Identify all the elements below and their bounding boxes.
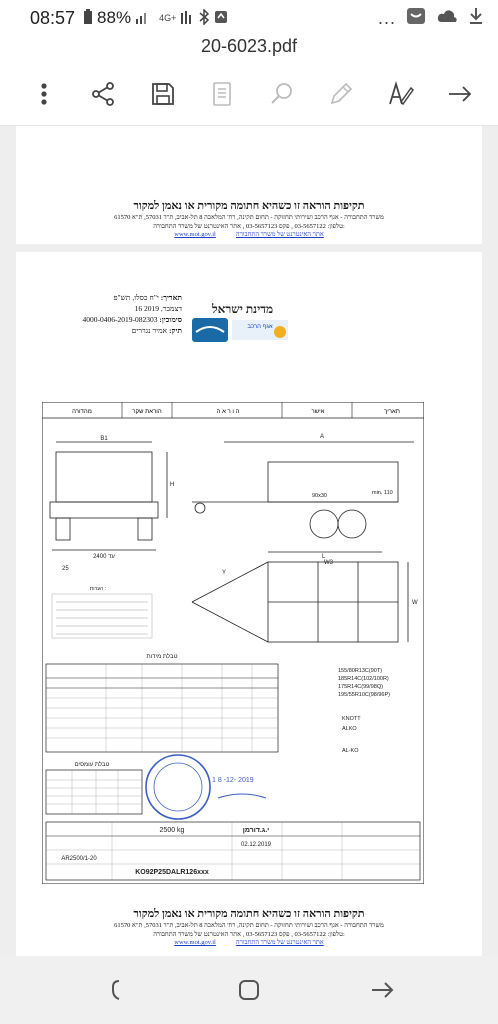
svg-text:אגף הרכב: אגף הרכב (247, 324, 273, 330)
pdf-page-1 (16, 126, 482, 244)
weight: 2500 kg (159, 827, 185, 834)
dim-h: H (170, 482, 175, 488)
recycle-icon (214, 9, 228, 28)
footer-address: משרד התחבורה - אגף הרכב ושירותי תחזוקה - תחום תקינה, רח' המלאכה 8 תל-אביב, ת"ד 57031, ת"א 61570 (114, 922, 384, 929)
status-bar (0, 0, 498, 36)
download-icon (468, 7, 484, 30)
load-table-title: טבלת עומסים (74, 762, 110, 768)
svg-text:הערות :: הערות : (89, 586, 107, 592)
page-header (16, 200, 482, 238)
battery-percent: 88% (97, 8, 132, 27)
footer-link-text[interactable]: אתר האינטרנט של משרד התחבורה (235, 939, 324, 946)
footer-phone: טלפון: 03-5657122 , פקס 03-5657123 , אתר האינטרנט של משרד התחבורה: (153, 931, 345, 938)
dim-a: A (320, 434, 325, 440)
dim-l: L (322, 554, 326, 560)
technical-drawing (42, 402, 424, 884)
brake-3: AL-KO (342, 748, 359, 754)
page-footer (16, 908, 482, 946)
document-title: 20-6023.pdf (200, 36, 298, 56)
dim-25: 25 (62, 566, 69, 572)
share-icon (89, 80, 117, 108)
back-arrow-icon (369, 977, 395, 1003)
header-link-text[interactable]: אתר האינטרנט של משרד התחבורה (235, 231, 324, 238)
state-of-israel: מדינת ישראל (212, 302, 274, 316)
ref-label: סימוכין: (159, 315, 182, 324)
dim-2400: 2400 עד (93, 554, 115, 560)
save-button[interactable] (143, 74, 183, 114)
home-icon (236, 977, 262, 1003)
more-vertical-icon (30, 80, 58, 108)
document-title-bar (0, 36, 498, 62)
ref-value: 4000-0406-2019-082303 (82, 315, 158, 324)
arrow-right-icon (446, 80, 474, 108)
brake-2: ALKO (342, 726, 357, 732)
manufacturer: י.ג.דורמן (242, 827, 270, 834)
tire-4: 195/55R10C(98/96P) (338, 692, 390, 698)
search-icon (268, 80, 296, 108)
dim-w3: W3 (324, 560, 333, 566)
dim-min110: min. 110 (372, 490, 393, 496)
search-button[interactable] (262, 74, 302, 114)
document-meta (82, 292, 182, 336)
share-button[interactable] (83, 74, 123, 114)
cloud-icon (436, 8, 458, 29)
dim-w: W (412, 600, 418, 606)
more-notifications-icon: ... (377, 7, 396, 28)
model-code: AR2500/1-20 (61, 856, 97, 862)
wifi-icon (180, 9, 194, 28)
th-instruction: ה ו ר א ה (216, 409, 240, 415)
header-address: משרד התחבורה - אגף הרכב ושירותי תחזוקה - תחום תקינה, רח' המלאכה 8 תל-אביב, ת"ד 57031, ת"א 61570 (114, 214, 384, 221)
inbox-icon (406, 7, 426, 30)
notes-button[interactable] (202, 74, 242, 114)
file-label: תיק: (168, 326, 182, 335)
th-date: תאריך (384, 409, 400, 415)
brake-1: KNOTT (342, 716, 361, 722)
dimensions-table-title: טבלת מידות (146, 654, 178, 660)
more-options-button[interactable] (24, 74, 64, 114)
next-button[interactable] (440, 74, 480, 114)
header-title: תקיפות הוראה זו כשהיא חתומה מקורית או נאמן למקור (133, 200, 365, 212)
date-label: תאריך: (160, 293, 182, 302)
date-gregorian: 16 דצמבר, 2019 (134, 304, 182, 313)
battery-icon (83, 9, 93, 28)
model-number: KO92P25DALR126xxx (135, 869, 209, 876)
signature-icon (387, 80, 415, 108)
tire-1: 155/80R13C(90T) (338, 668, 383, 674)
ministry-logo (192, 316, 292, 344)
date-hebrew: י"ח כסלו, תש"פ (113, 293, 159, 302)
tire-2: 185R14C(102/100R) (338, 676, 389, 682)
th-approve: אישר (311, 409, 325, 415)
tire-3: 175R14C(99/98Q) (338, 684, 383, 690)
pdf-toolbar (0, 62, 498, 126)
file-value: אמיר נגררים (131, 326, 168, 335)
android-nav-bar (0, 956, 498, 1024)
back-button[interactable] (358, 966, 406, 1014)
bluetooth-icon (198, 9, 210, 28)
edit-button[interactable] (321, 74, 361, 114)
sign-button[interactable] (381, 74, 421, 114)
dim-y: Y (222, 570, 227, 576)
dim-b1: B1 (100, 436, 108, 442)
dim-90x30: 90x30 (312, 493, 327, 499)
clock: 08:57 (30, 7, 76, 28)
recent-apps-icon (103, 977, 129, 1003)
th-edition: מהדורה (72, 409, 92, 415)
date-row: 02.12.2019 (240, 842, 272, 848)
save-icon (149, 80, 177, 108)
signal-icon (135, 9, 155, 28)
pdf-viewer[interactable] (0, 126, 498, 956)
home-button[interactable] (225, 966, 273, 1014)
footer-title: תקיפות הוראה זו כשהיא חתומה מקורית או נאמן למקור (133, 908, 365, 920)
pdf-page-2 (16, 252, 482, 956)
footer-links (16, 939, 482, 946)
header-phone: טלפון: 03-5657122 , פקס 03-5657123 , אתר האינטרנט של משרד התחבורה: (153, 223, 345, 230)
th-false: הוראת שקר (132, 409, 162, 415)
stamp-date: 1 8 -12- 2019 (212, 777, 254, 784)
footer-url[interactable]: www.mot.gov.il (174, 939, 216, 946)
notes-icon (208, 80, 236, 108)
network-type: 4G+ (159, 13, 177, 23)
pencil-icon (327, 80, 355, 108)
notification-icons (378, 7, 484, 30)
recent-apps-button[interactable] (92, 966, 140, 1014)
header-links (16, 231, 482, 238)
header-url[interactable]: www.mot.gov.il (174, 231, 216, 238)
